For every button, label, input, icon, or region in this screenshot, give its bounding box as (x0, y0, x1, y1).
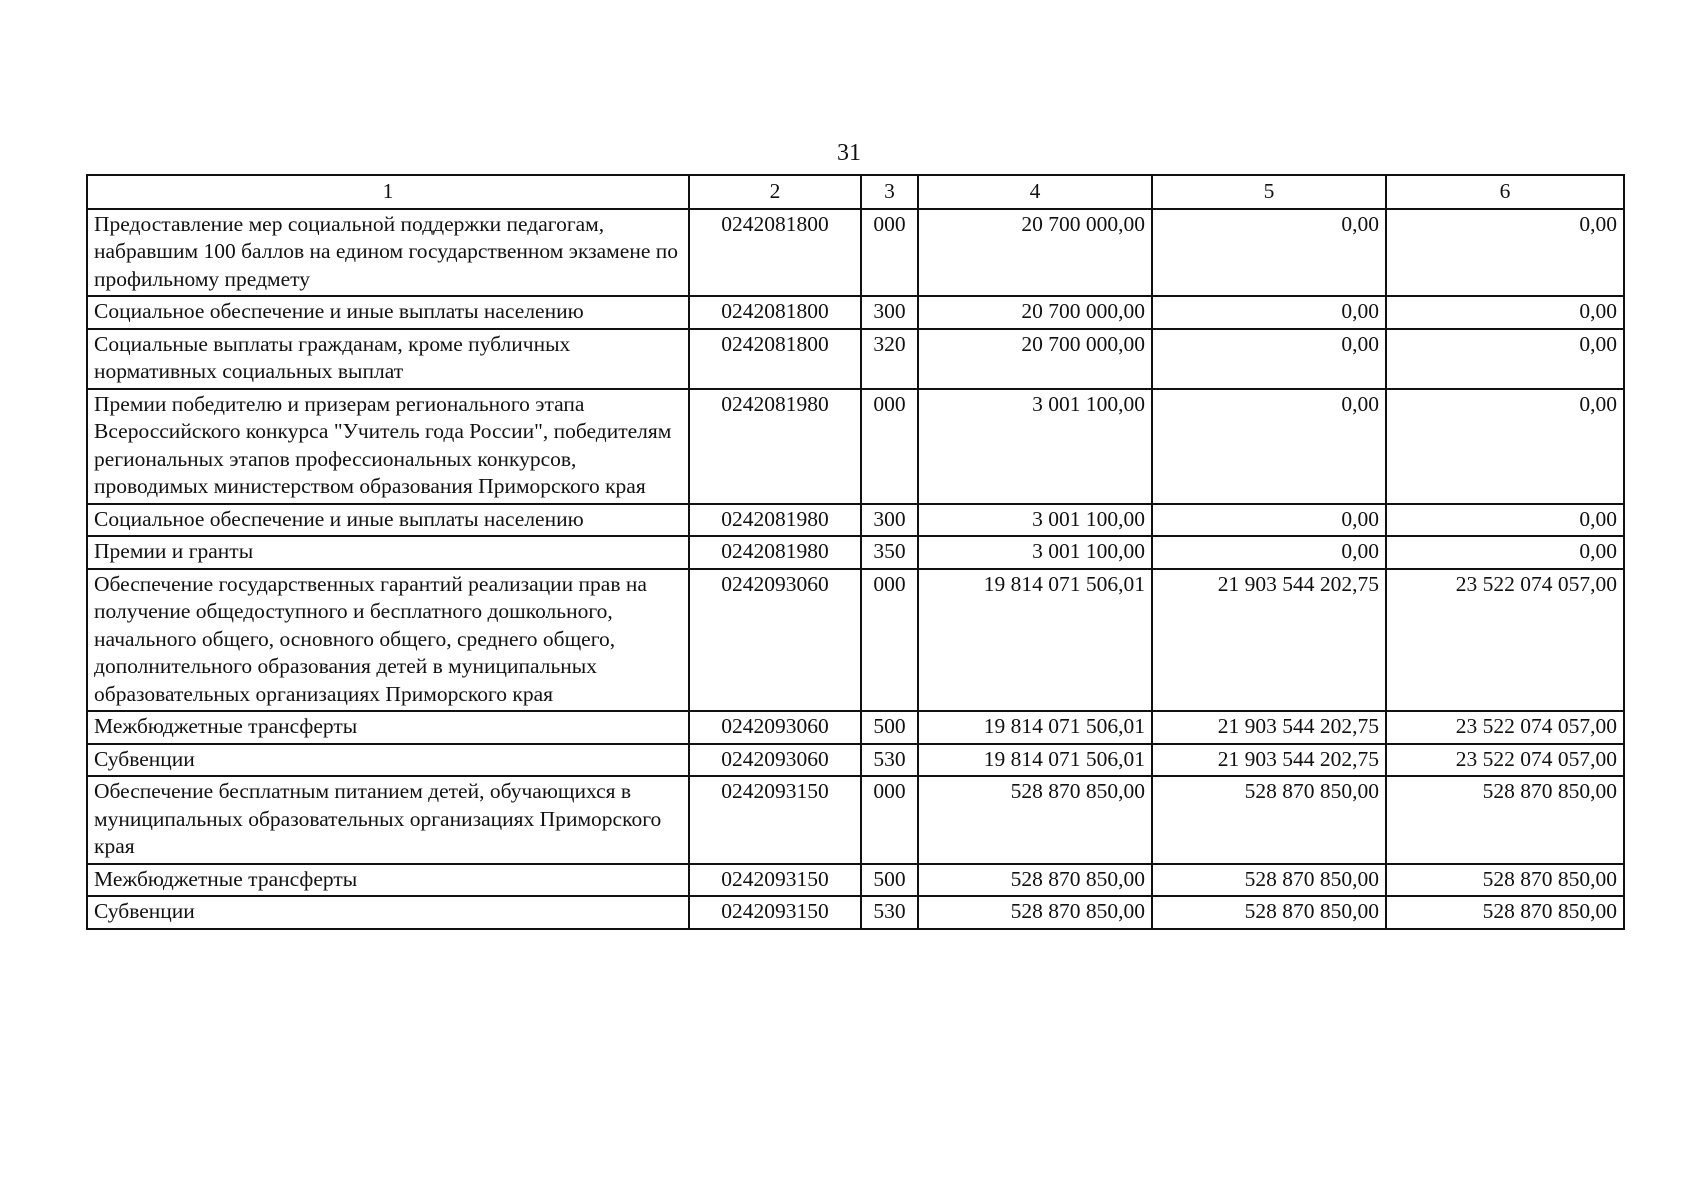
row-amount-col4: 3 001 100,00 (918, 504, 1152, 537)
row-type: 000 (861, 569, 918, 712)
table-row (87, 389, 1624, 504)
row-amount-col5: 0,00 (1152, 329, 1386, 389)
row-code: 0242093150 (689, 776, 861, 864)
row-name: Социальное обеспечение и иные выплаты населению (87, 504, 689, 537)
row-amount-col6: 0,00 (1386, 296, 1624, 329)
row-amount-col5: 21 903 544 202,75 (1152, 711, 1386, 744)
row-code: 0242093060 (689, 711, 861, 744)
table-row (87, 329, 1624, 389)
row-code: 0242093060 (689, 744, 861, 777)
row-amount-col5: 528 870 850,00 (1152, 896, 1386, 929)
row-code: 0242081800 (689, 209, 861, 297)
row-amount-col4: 20 700 000,00 (918, 329, 1152, 389)
row-amount-col6: 528 870 850,00 (1386, 896, 1624, 929)
row-amount-col4: 19 814 071 506,01 (918, 744, 1152, 777)
row-amount-col5: 0,00 (1152, 536, 1386, 569)
row-type: 500 (861, 711, 918, 744)
table-row (87, 504, 1624, 537)
row-name: Субвенции (87, 896, 689, 929)
row-amount-col6: 23 522 074 057,00 (1386, 744, 1624, 777)
row-type: 530 (861, 896, 918, 929)
row-amount-col6: 528 870 850,00 (1386, 864, 1624, 897)
row-type: 530 (861, 744, 918, 777)
row-code: 0242093150 (689, 896, 861, 929)
row-type: 300 (861, 504, 918, 537)
table-row (87, 536, 1624, 569)
row-amount-col4: 3 001 100,00 (918, 389, 1152, 504)
row-code: 0242093150 (689, 864, 861, 897)
table-row (87, 776, 1624, 864)
row-name: Премии победителю и призерам регионального этапа Всероссийского конкурса "Учитель года России", победителям региональных этапов профессиональных конкурсов, проводимых министерством образования Приморского края (87, 389, 689, 504)
row-amount-col6: 528 870 850,00 (1386, 776, 1624, 864)
column-header: 1 (87, 175, 689, 209)
row-amount-col6: 0,00 (1386, 329, 1624, 389)
row-code: 0242093060 (689, 569, 861, 712)
row-amount-col4: 528 870 850,00 (918, 776, 1152, 864)
row-name: Межбюджетные трансферты (87, 711, 689, 744)
row-amount-col5: 528 870 850,00 (1152, 776, 1386, 864)
row-amount-col6: 0,00 (1386, 389, 1624, 504)
row-name: Премии и гранты (87, 536, 689, 569)
row-amount-col6: 0,00 (1386, 504, 1624, 537)
table-row (87, 296, 1624, 329)
table-row (87, 896, 1624, 929)
row-name: Социальные выплаты гражданам, кроме публичных нормативных социальных выплат (87, 329, 689, 389)
row-amount-col4: 528 870 850,00 (918, 896, 1152, 929)
row-amount-col5: 21 903 544 202,75 (1152, 569, 1386, 712)
column-header: 6 (1386, 175, 1624, 209)
row-amount-col6: 23 522 074 057,00 (1386, 711, 1624, 744)
row-name: Субвенции (87, 744, 689, 777)
row-amount-col5: 0,00 (1152, 209, 1386, 297)
table-row (87, 209, 1624, 297)
row-code: 0242081980 (689, 389, 861, 504)
row-type: 300 (861, 296, 918, 329)
row-amount-col6: 23 522 074 057,00 (1386, 569, 1624, 712)
row-name: Обеспечение государственных гарантий реализации прав на получение общедоступного и бесплатного дошкольного, начального общего, основного общего, среднего общего, дополнительного образования детей в муниципальных образовательных организациях Приморского края (87, 569, 689, 712)
row-name: Обеспечение бесплатным питанием детей, обучающихся в муниципальных образовательных организациях Приморского края (87, 776, 689, 864)
row-name: Межбюджетные трансферты (87, 864, 689, 897)
row-amount-col6: 0,00 (1386, 536, 1624, 569)
row-name: Предоставление мер социальной поддержки педагогам, набравшим 100 баллов на едином государственном экзамене по профильному предмету (87, 209, 689, 297)
row-name: Социальное обеспечение и иные выплаты населению (87, 296, 689, 329)
table-row (87, 744, 1624, 777)
row-amount-col4: 19 814 071 506,01 (918, 711, 1152, 744)
row-code: 0242081800 (689, 296, 861, 329)
row-code: 0242081980 (689, 536, 861, 569)
column-header: 3 (861, 175, 918, 209)
column-header: 4 (918, 175, 1152, 209)
row-amount-col5: 21 903 544 202,75 (1152, 744, 1386, 777)
row-amount-col5: 528 870 850,00 (1152, 864, 1386, 897)
row-amount-col5: 0,00 (1152, 296, 1386, 329)
table-row (87, 569, 1624, 712)
row-type: 350 (861, 536, 918, 569)
row-code: 0242081980 (689, 504, 861, 537)
row-type: 500 (861, 864, 918, 897)
row-amount-col4: 3 001 100,00 (918, 536, 1152, 569)
row-amount-col5: 0,00 (1152, 389, 1386, 504)
row-type: 000 (861, 209, 918, 297)
budget-table (86, 174, 1625, 930)
table-row (87, 864, 1624, 897)
row-amount-col4: 528 870 850,00 (918, 864, 1152, 897)
row-amount-col4: 20 700 000,00 (918, 296, 1152, 329)
column-header: 5 (1152, 175, 1386, 209)
row-type: 000 (861, 776, 918, 864)
table-row (87, 711, 1624, 744)
row-type: 320 (861, 329, 918, 389)
row-amount-col6: 0,00 (1386, 209, 1624, 297)
row-code: 0242081800 (689, 329, 861, 389)
header-row (87, 175, 1624, 209)
page-number: 31 (837, 140, 861, 166)
row-type: 000 (861, 389, 918, 504)
column-header: 2 (689, 175, 861, 209)
row-amount-col4: 19 814 071 506,01 (918, 569, 1152, 712)
row-amount-col4: 20 700 000,00 (918, 209, 1152, 297)
row-amount-col5: 0,00 (1152, 504, 1386, 537)
